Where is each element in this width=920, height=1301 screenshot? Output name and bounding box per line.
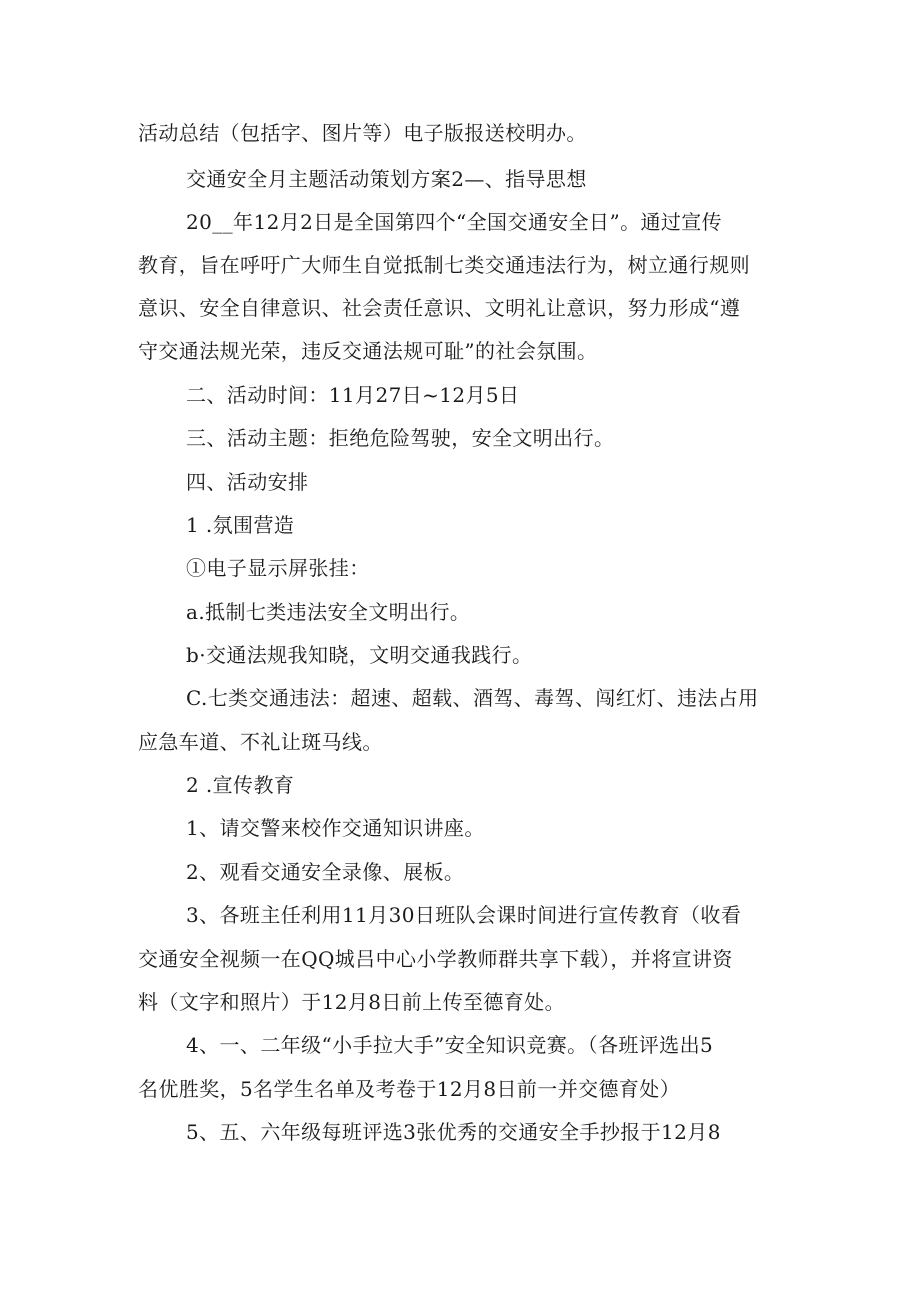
text-line: 名优胜奖，5名学生名单及考卷于12月8日前一并交德育处） bbox=[138, 1077, 681, 1101]
text-line: 3、各班主任利用11月30日班队会课时间进行宣传教育（收看 bbox=[186, 903, 742, 927]
text-line: b·交通法规我知晓，文明交通我践行。 bbox=[186, 643, 533, 667]
text-line: 4、一、二年级“小手拉大手”安全知识竞赛。（各班评选出5 bbox=[186, 1033, 714, 1057]
text-line: 2 .宣传教育 bbox=[186, 773, 295, 797]
text-line: 2、观看交通安全录像、展板。 bbox=[186, 860, 465, 884]
text-line: 1、请交警来校作交通知识讲座。 bbox=[186, 816, 485, 840]
text-line: ①电子显示屏张挂： bbox=[186, 556, 370, 580]
text-line: 教育，旨在呼吁广大师生自觉抵制七类交通违法行为，树立通行规则 bbox=[138, 253, 750, 277]
text-line: 料（文字和照片）于12月8日前上传至德育处。 bbox=[138, 990, 565, 1014]
text-line: 守交通法规光荣，违反交通法规可耻”的社会氛围。 bbox=[138, 339, 598, 363]
text-line: 交通安全月主题活动策划方案2—、指导思想 bbox=[186, 167, 587, 191]
text-line: C.七类交通违法：超速、超载、酒驾、毒驾、闯红灯、违法占用 bbox=[186, 686, 759, 710]
text-line: 四、活动安排 bbox=[186, 470, 309, 494]
text-line: a.抵制七类违法安全文明出行。 bbox=[186, 600, 471, 624]
text-line: 二、活动时间：11月27日~12月5日 bbox=[186, 383, 520, 407]
text-line: 5、五、六年级每班评选3张优秀的交通安全手抄报于12月8 bbox=[186, 1120, 721, 1144]
text-line: 三、活动主题：拒绝危险驾驶，安全文明出行。 bbox=[186, 426, 615, 450]
text-line: 20__年12月2日是全国第四个“全国交通安全日”。通过宣传 bbox=[186, 210, 723, 234]
text-line: 交通安全视频一在QQ城吕中心小学教师群共享下载），并将宣讲资 bbox=[138, 947, 733, 971]
text-line: 意识、安全自律意识、社会责任意识、文明礼让意识，努力形成“遵 bbox=[138, 296, 741, 320]
text-line: 应急车道、不礼让斑马线。 bbox=[138, 730, 383, 754]
text-line: 1 .氛围营造 bbox=[186, 513, 295, 537]
text-line: 活动总结（包括字、图片等）电子版报送校明办。 bbox=[138, 121, 587, 145]
